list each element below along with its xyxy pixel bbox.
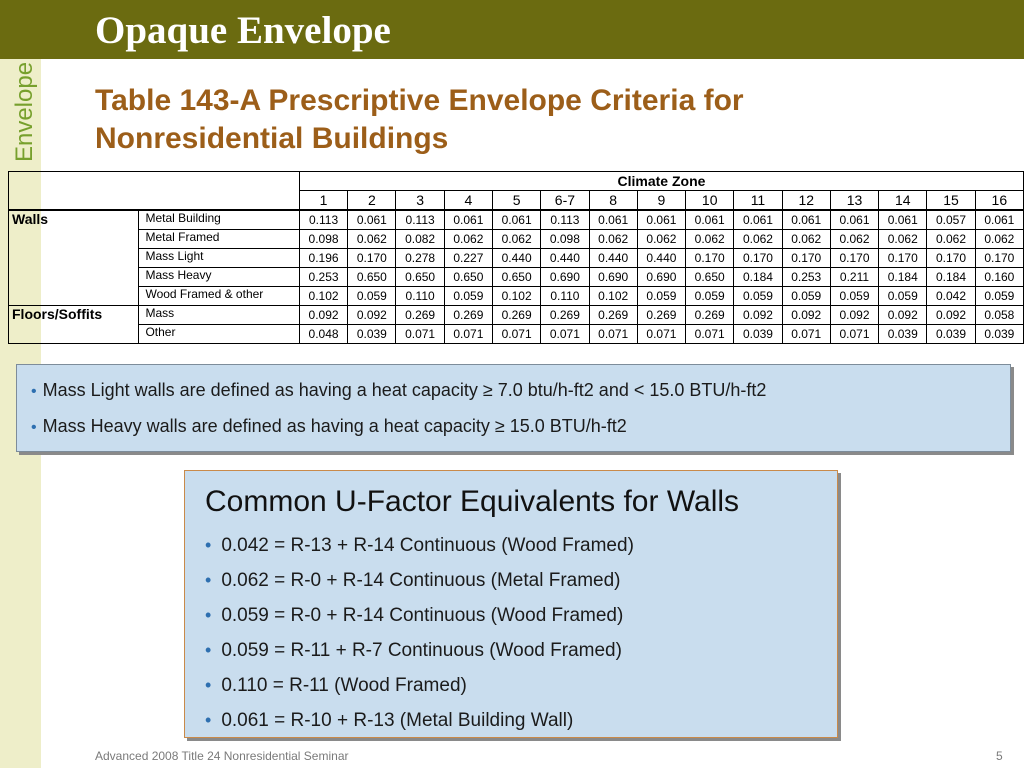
equivalent-item [205, 598, 634, 633]
u-factor-cell: 0.170 [734, 249, 782, 268]
slide-title-line-2: Nonresidential Buildings [95, 122, 449, 155]
u-factor-cell: 0.062 [879, 230, 927, 249]
u-factor-cell: 0.113 [396, 210, 444, 230]
section-label: Envelope [11, 61, 38, 163]
table-header-row [9, 172, 1024, 191]
u-factor-cell: 0.059 [444, 287, 492, 306]
u-factor-cell: 0.092 [879, 306, 927, 325]
u-factor-cell: 0.092 [782, 306, 830, 325]
u-factor-cell: 0.092 [734, 306, 782, 325]
u-factor-cell: 0.071 [541, 325, 589, 344]
u-factor-cell: 0.102 [299, 287, 347, 306]
table-row [9, 268, 1024, 287]
equivalent-item [205, 668, 634, 703]
u-factor-cell: 0.061 [879, 210, 927, 230]
zone-header-cell: 13 [830, 191, 878, 211]
u-factor-cell: 0.440 [493, 249, 541, 268]
category-cell: Walls [9, 210, 139, 306]
climate-zone-header: Climate Zone [299, 172, 1023, 191]
note-text: Mass Light walls are defined as having a heat capacity ≥ 7.0 btu/h-ft2 and < 15.0 BTU/h-ft2 [42, 380, 767, 400]
bullet-icon: • [205, 675, 212, 695]
u-factor-cell: 0.113 [541, 210, 589, 230]
u-factor-cell: 0.098 [541, 230, 589, 249]
u-factor-cell: 0.071 [444, 325, 492, 344]
u-factor-cell: 0.061 [589, 210, 637, 230]
note-item [31, 373, 1010, 409]
u-factor-cell: 0.170 [927, 249, 975, 268]
mass-wall-notes-box [16, 364, 1011, 452]
table-row [9, 249, 1024, 268]
zone-header-cell: 16 [975, 191, 1023, 211]
u-factor-cell: 0.062 [589, 230, 637, 249]
u-factor-cell: 0.071 [637, 325, 685, 344]
u-factor-cell: 0.059 [782, 287, 830, 306]
u-factor-cell: 0.650 [493, 268, 541, 287]
u-factor-cell: 0.062 [348, 230, 396, 249]
zone-header-cell: 1 [299, 191, 347, 211]
u-factor-cell: 0.092 [299, 306, 347, 325]
u-factor-cell: 0.650 [686, 268, 734, 287]
slide-title-line-1: Table 143-A Prescriptive Envelope Criteria for [95, 84, 744, 117]
u-factor-cell: 0.690 [637, 268, 685, 287]
u-factor-cell: 0.058 [975, 306, 1023, 325]
equivalent-text: 0.059 = R-0 + R-14 Continuous (Wood Framed) [221, 605, 624, 626]
assembly-label-cell: Wood Framed & other [139, 287, 299, 306]
note-item [31, 409, 1010, 445]
footer-seminar: Advanced 2008 Title 24 Nonresidential Seminar [95, 749, 349, 763]
u-factor-cell: 0.278 [396, 249, 444, 268]
u-factor-cell: 0.170 [975, 249, 1023, 268]
u-factor-cell: 0.102 [589, 287, 637, 306]
u-factor-cell: 0.061 [830, 210, 878, 230]
u-factor-cell: 0.042 [927, 287, 975, 306]
u-factor-cell: 0.062 [686, 230, 734, 249]
note-text: Mass Heavy walls are defined as having a heat capacity ≥ 15.0 BTU/h-ft2 [42, 416, 627, 436]
u-factor-cell: 0.269 [589, 306, 637, 325]
u-factor-cell: 0.110 [396, 287, 444, 306]
u-factor-cell: 0.253 [299, 268, 347, 287]
u-factor-cell: 0.057 [927, 210, 975, 230]
u-factor-cell: 0.039 [975, 325, 1023, 344]
u-factor-cell: 0.061 [348, 210, 396, 230]
zone-header-cell: 8 [589, 191, 637, 211]
u-factor-cell: 0.650 [396, 268, 444, 287]
u-factor-cell: 0.440 [589, 249, 637, 268]
u-factor-cell: 0.059 [975, 287, 1023, 306]
u-factor-cell: 0.062 [975, 230, 1023, 249]
bullet-icon: • [205, 570, 212, 590]
bullet-icon: • [31, 383, 37, 400]
assembly-label-cell: Mass [139, 306, 299, 325]
u-factor-cell: 0.092 [927, 306, 975, 325]
bullet-icon: • [31, 419, 37, 436]
u-factor-cell: 0.071 [830, 325, 878, 344]
u-factor-cell: 0.061 [782, 210, 830, 230]
u-factor-cell: 0.269 [396, 306, 444, 325]
u-factor-cell: 0.160 [975, 268, 1023, 287]
u-factor-cell: 0.061 [975, 210, 1023, 230]
u-factor-cell: 0.039 [348, 325, 396, 344]
assembly-label-cell: Mass Heavy [139, 268, 299, 287]
table-row [9, 287, 1024, 306]
u-factor-cell: 0.440 [637, 249, 685, 268]
equivalent-text: 0.110 = R-11 (Wood Framed) [221, 675, 467, 696]
u-factor-cell: 0.039 [879, 325, 927, 344]
u-factor-cell: 0.048 [299, 325, 347, 344]
zone-header-cell: 2 [348, 191, 396, 211]
u-factor-cell: 0.269 [493, 306, 541, 325]
bullet-icon: • [205, 535, 212, 555]
assembly-label-cell: Metal Framed [139, 230, 299, 249]
u-factor-cell: 0.092 [348, 306, 396, 325]
assembly-label-cell: Metal Building [139, 210, 299, 230]
bullet-icon: • [205, 605, 212, 625]
u-factor-cell: 0.098 [299, 230, 347, 249]
u-factor-cell: 0.227 [444, 249, 492, 268]
u-factor-cell: 0.170 [879, 249, 927, 268]
zone-header-cell: 10 [686, 191, 734, 211]
u-factor-cell: 0.071 [589, 325, 637, 344]
slide-title [95, 82, 975, 158]
u-factor-cell: 0.211 [830, 268, 878, 287]
u-factor-cell: 0.102 [493, 287, 541, 306]
u-factor-cell: 0.113 [299, 210, 347, 230]
u-factor-cell: 0.170 [782, 249, 830, 268]
u-factor-cell: 0.061 [493, 210, 541, 230]
u-factor-cell: 0.170 [686, 249, 734, 268]
u-factor-cell: 0.062 [782, 230, 830, 249]
envelope-criteria-table [8, 171, 1024, 344]
u-factor-cell: 0.184 [879, 268, 927, 287]
u-factor-cell: 0.061 [444, 210, 492, 230]
zone-header-cell: 14 [879, 191, 927, 211]
equivalent-item [205, 528, 634, 563]
u-factor-cell: 0.440 [541, 249, 589, 268]
assembly-label-cell: Mass Light [139, 249, 299, 268]
u-factor-cell: 0.059 [686, 287, 734, 306]
u-factor-cell: 0.061 [734, 210, 782, 230]
u-factor-cell: 0.071 [782, 325, 830, 344]
equivalents-title: Common U-Factor Equivalents for Walls [205, 485, 740, 518]
u-factor-cell: 0.061 [637, 210, 685, 230]
u-factor-cell: 0.082 [396, 230, 444, 249]
page-number: 5 [996, 749, 1003, 763]
u-factor-cell: 0.269 [686, 306, 734, 325]
u-factor-cell: 0.061 [686, 210, 734, 230]
u-factor-cell: 0.071 [493, 325, 541, 344]
u-factor-cell: 0.039 [734, 325, 782, 344]
zone-header-cell: 3 [396, 191, 444, 211]
u-factor-cell: 0.062 [637, 230, 685, 249]
u-factor-cell: 0.039 [927, 325, 975, 344]
bullet-icon: • [205, 710, 212, 730]
u-factor-cell: 0.059 [734, 287, 782, 306]
u-factor-cell: 0.650 [444, 268, 492, 287]
zone-header-cell: 6-7 [541, 191, 589, 211]
u-factor-cell: 0.062 [830, 230, 878, 249]
u-factor-cell: 0.062 [734, 230, 782, 249]
equivalent-item [205, 633, 634, 668]
table-row [9, 306, 1024, 325]
deck-title: Opaque Envelope [95, 9, 391, 52]
equivalent-item [205, 703, 634, 738]
u-factor-cell: 0.650 [348, 268, 396, 287]
u-factor-cell: 0.170 [348, 249, 396, 268]
u-factor-cell: 0.253 [782, 268, 830, 287]
u-factor-cell: 0.110 [541, 287, 589, 306]
u-factor-cell: 0.062 [927, 230, 975, 249]
equivalent-text: 0.059 = R-11 + R-7 Continuous (Wood Framed) [221, 640, 622, 661]
u-factor-cell: 0.059 [879, 287, 927, 306]
assembly-label-cell: Other [139, 325, 299, 344]
u-factor-cell: 0.269 [444, 306, 492, 325]
u-factor-cell: 0.092 [830, 306, 878, 325]
u-factor-equivalents-box [184, 470, 838, 738]
u-factor-cell: 0.170 [830, 249, 878, 268]
equivalent-text: 0.042 = R-13 + R-14 Continuous (Wood Framed) [221, 535, 634, 556]
u-factor-cell: 0.196 [299, 249, 347, 268]
u-factor-cell: 0.184 [927, 268, 975, 287]
equivalent-text: 0.062 = R-0 + R-14 Continuous (Metal Framed) [221, 570, 621, 591]
u-factor-cell: 0.062 [444, 230, 492, 249]
category-cell: Floors/Soffits [9, 306, 139, 344]
table-row [9, 230, 1024, 249]
zone-header-cell: 5 [493, 191, 541, 211]
u-factor-cell: 0.184 [734, 268, 782, 287]
u-factor-cell: 0.071 [686, 325, 734, 344]
u-factor-cell: 0.059 [637, 287, 685, 306]
u-factor-cell: 0.071 [396, 325, 444, 344]
bullet-icon: • [205, 640, 212, 660]
u-factor-cell: 0.690 [589, 268, 637, 287]
table-row [9, 325, 1024, 344]
equivalent-item [205, 563, 634, 598]
equivalent-text: 0.061 = R-10 + R-13 (Metal Building Wall) [221, 710, 574, 731]
table-row [9, 210, 1024, 230]
zone-header-cell: 15 [927, 191, 975, 211]
u-factor-cell: 0.690 [541, 268, 589, 287]
zone-header-cell: 4 [444, 191, 492, 211]
u-factor-cell: 0.059 [830, 287, 878, 306]
zone-header-cell: 12 [782, 191, 830, 211]
u-factor-cell: 0.269 [541, 306, 589, 325]
zone-header-cell: 9 [637, 191, 685, 211]
u-factor-cell: 0.062 [493, 230, 541, 249]
u-factor-cell: 0.059 [348, 287, 396, 306]
zone-header-cell: 11 [734, 191, 782, 211]
table-corner-cell [9, 172, 300, 211]
u-factor-cell: 0.269 [637, 306, 685, 325]
